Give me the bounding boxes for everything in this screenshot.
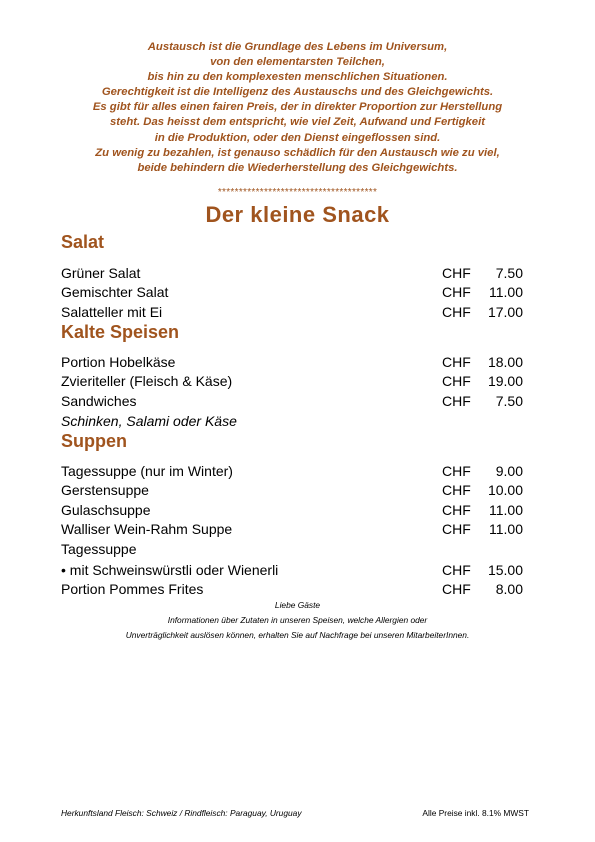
item-currency: CHF (442, 581, 471, 597)
menu-item (61, 371, 523, 391)
vat-note: Alle Preise inkl. 8.1% MWST (422, 808, 529, 818)
item-currency: CHF (442, 502, 471, 518)
item-name: Salatteller mit Ei (61, 304, 163, 320)
section-heading-suppen: Suppen (61, 431, 127, 451)
item-currency: CHF (442, 562, 471, 578)
notice-line: Liebe Gäste (274, 600, 321, 610)
menu-item (61, 480, 523, 500)
page-title: Der kleine Snack (205, 202, 390, 227)
menu-item (61, 352, 523, 372)
item-price: 8.00 (495, 581, 523, 597)
menu-item-note (61, 411, 523, 431)
menu-item (61, 302, 523, 322)
item-name: Walliser Wein-Rahm Suppe (61, 521, 233, 537)
intro-line: beide behindern die Wiederherstellung des Gleichgewichts. (137, 161, 458, 174)
section-heading-salat: Salat (61, 232, 105, 252)
item-name: Gulaschsuppe (61, 502, 151, 518)
separator: ************************************** (217, 187, 378, 198)
item-name: Portion Hobelkäse (61, 354, 176, 370)
item-price: 11.00 (489, 521, 523, 537)
menu-item (61, 579, 523, 599)
item-currency: CHF (442, 463, 471, 479)
menu-item (61, 519, 523, 539)
item-price: 18.00 (487, 354, 523, 370)
item-price: 17.00 (487, 304, 523, 320)
intro-line: Gerechtigkeit ist die Intelligenz des Austauschs und des Gleichgewichts. (101, 86, 494, 99)
item-currency: CHF (442, 521, 471, 537)
intro-line: Es gibt für alles einen fairen Preis, der in direkter Proportion zur Herstellung (92, 101, 503, 114)
intro-line: Austausch ist die Grundlage des Lebens im Universum, (147, 41, 448, 53)
item-currency: CHF (442, 284, 471, 300)
menu-item (61, 263, 523, 283)
item-name: Gemischter Salat (61, 284, 169, 300)
allergen-notice (0, 598, 595, 643)
menu-item (61, 461, 523, 481)
item-price: 11.00 (489, 502, 523, 518)
item-currency: CHF (442, 373, 471, 389)
item-price: 9.00 (495, 463, 523, 479)
item-currency: CHF (442, 304, 471, 320)
item-name: Sandwiches (61, 393, 137, 409)
item-currency: CHF (442, 393, 471, 409)
intro-line: Zu wenig zu bezahlen, ist genauso schädlich für den Austausch wie zu viel, (95, 146, 500, 159)
item-name: Schinken, Salami oder Käse (61, 413, 237, 429)
menu-item (61, 560, 523, 580)
intro-line: in die Produktion, oder den Dienst eingeflossen sind. (154, 131, 441, 144)
item-price: 11.00 (489, 284, 523, 300)
intro-text (40, 40, 555, 176)
menu-item (61, 282, 523, 302)
intro-line: bis hin zu den komplexesten menschlichen Situationen. (147, 71, 448, 84)
menu-item (61, 391, 523, 411)
item-name: Tagessuppe (nur im Winter) (61, 463, 233, 479)
item-currency: CHF (442, 265, 471, 281)
item-name: Tagessuppe (61, 541, 137, 557)
item-name: Zvieriteller (Fleisch & Käse) (61, 373, 233, 389)
item-price: 7.50 (495, 393, 523, 409)
item-currency: CHF (442, 354, 471, 370)
item-currency: CHF (442, 482, 471, 498)
item-price: 15.00 (487, 562, 523, 578)
meat-origin-note: Herkunftsland Fleisch: Schweiz / Rindfleisch: Paraguay, Uruguay (61, 808, 302, 818)
item-price: 10.00 (487, 482, 523, 498)
item-price: 19.00 (487, 373, 523, 389)
notice-line: Informationen über Zutaten in unseren Speisen, welche Allergien oder (167, 615, 428, 625)
menu-item (61, 500, 523, 520)
item-price: 7.50 (495, 265, 523, 281)
menu-item (61, 539, 523, 559)
item-name: Grüner Salat (61, 265, 141, 281)
item-name: • mit Schweinswürstli oder Wienerli (61, 562, 279, 578)
notice-line: Unverträglichkeit auslösen können, erhalten Sie auf Nachfrage bei unseren MitarbeiterInnen. (125, 630, 470, 640)
item-name: Gerstensuppe (61, 482, 149, 498)
item-name: Portion Pommes Frites (61, 581, 204, 597)
section-heading-kalte-speisen: Kalte Speisen (61, 322, 180, 342)
intro-line: von den elementarsten Teilchen, (210, 56, 385, 69)
intro-line: steht. Das heisst dem entspricht, wie viel Zeit, Aufwand und Fertigkeit (110, 116, 485, 129)
